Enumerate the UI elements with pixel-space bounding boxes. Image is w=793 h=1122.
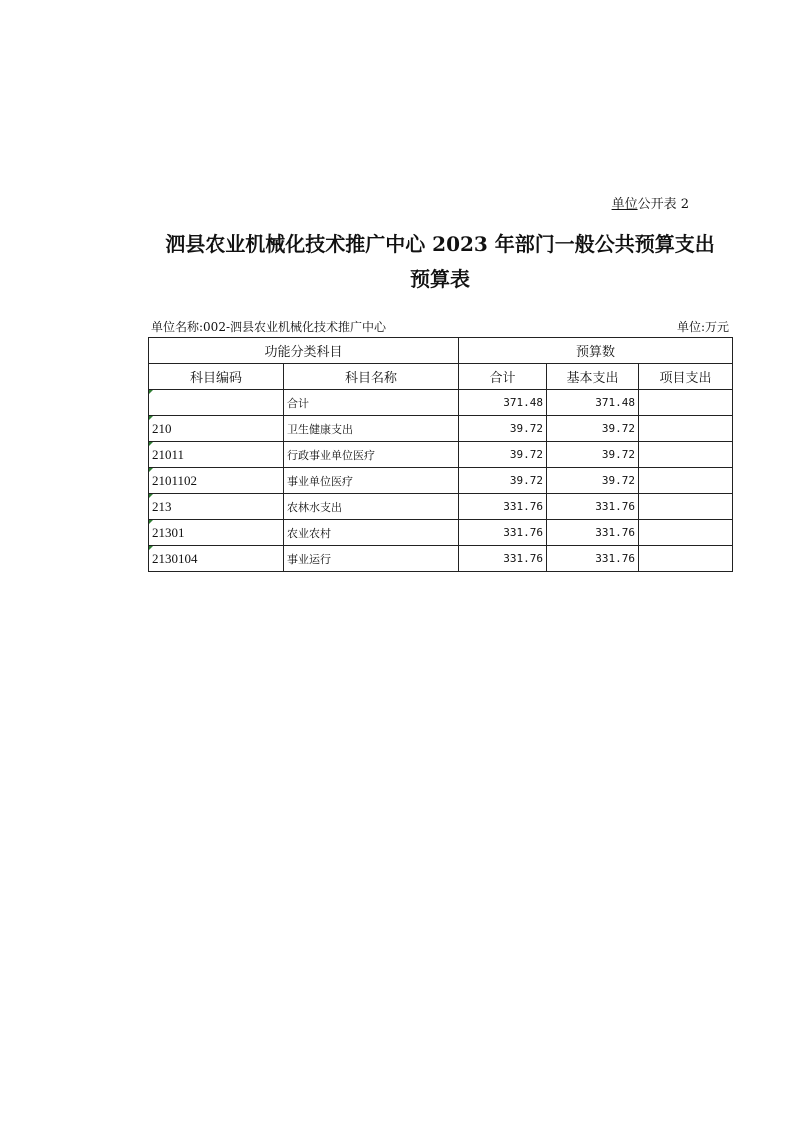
subject-name-cell: 事业运行 [284, 546, 459, 572]
table-row [149, 520, 733, 546]
column-header-row [149, 364, 733, 390]
table-row [149, 546, 733, 572]
budget-table [148, 337, 733, 572]
basic-expenditure-cell: 371.48 [547, 390, 639, 416]
subject-code-cell: 2130104 [149, 546, 284, 572]
basic-expenditure-cell: 39.72 [547, 416, 639, 442]
total-cell: 39.72 [459, 468, 547, 494]
table-row [149, 468, 733, 494]
total-cell: 39.72 [459, 416, 547, 442]
table-row [149, 390, 733, 416]
total-cell: 331.76 [459, 494, 547, 520]
total-cell: 331.76 [459, 546, 547, 572]
column-header-basic: 基本支出 [547, 364, 639, 390]
basic-expenditure-cell: 331.76 [547, 520, 639, 546]
subject-name-cell: 行政事业单位医疗 [284, 442, 459, 468]
project-expenditure-cell [639, 442, 733, 468]
subject-code-cell: 21301 [149, 520, 284, 546]
currency-unit: 单位:万元 [676, 320, 729, 334]
table-row [149, 442, 733, 468]
subject-code-cell [149, 390, 284, 416]
table-reference-label: 公开表 2 [637, 197, 689, 212]
subject-name-cell: 卫生健康支出 [284, 416, 459, 442]
project-expenditure-cell [639, 416, 733, 442]
table-row [149, 494, 733, 520]
table-reference [612, 193, 689, 212]
basic-expenditure-cell: 39.72 [547, 468, 639, 494]
basic-expenditure-cell: 331.76 [547, 546, 639, 572]
unit-name: 单位名称:002-泗县农业机械化技术推广中心 [151, 320, 387, 334]
functional-classification-header: 功能分类科目 [149, 338, 459, 364]
project-expenditure-cell [639, 494, 733, 520]
column-header-name: 科目名称 [284, 364, 459, 390]
column-header-project: 项目支出 [639, 364, 733, 390]
project-expenditure-cell [639, 390, 733, 416]
subject-name-cell: 农林水支出 [284, 494, 459, 520]
basic-expenditure-cell: 39.72 [547, 442, 639, 468]
subject-code-cell: 2101102 [149, 468, 284, 494]
total-cell: 371.48 [459, 390, 547, 416]
project-expenditure-cell [639, 546, 733, 572]
column-header-total: 合计 [459, 364, 547, 390]
table-reference-unit: 单位 [611, 197, 638, 212]
subject-name-cell: 农业农村 [284, 520, 459, 546]
subject-code-cell: 210 [149, 416, 284, 442]
table-row [149, 416, 733, 442]
total-cell: 39.72 [459, 442, 547, 468]
total-cell: 331.76 [459, 520, 547, 546]
page-title: 泗县农业机械化技术推广中心 2023 年部门一般公共预算支出 [165, 232, 715, 256]
basic-expenditure-cell: 331.76 [547, 494, 639, 520]
page-title-continued: 预算表 [410, 267, 470, 291]
subject-name-cell: 事业单位医疗 [284, 468, 459, 494]
budget-amount-header: 预算数 [459, 338, 733, 364]
subject-code-cell: 213 [149, 494, 284, 520]
project-expenditure-cell [639, 468, 733, 494]
subject-code-cell: 21011 [149, 442, 284, 468]
column-header-code: 科目编码 [149, 364, 284, 390]
subject-name-cell: 合计 [284, 390, 459, 416]
project-expenditure-cell [639, 520, 733, 546]
group-header-row [149, 338, 733, 364]
